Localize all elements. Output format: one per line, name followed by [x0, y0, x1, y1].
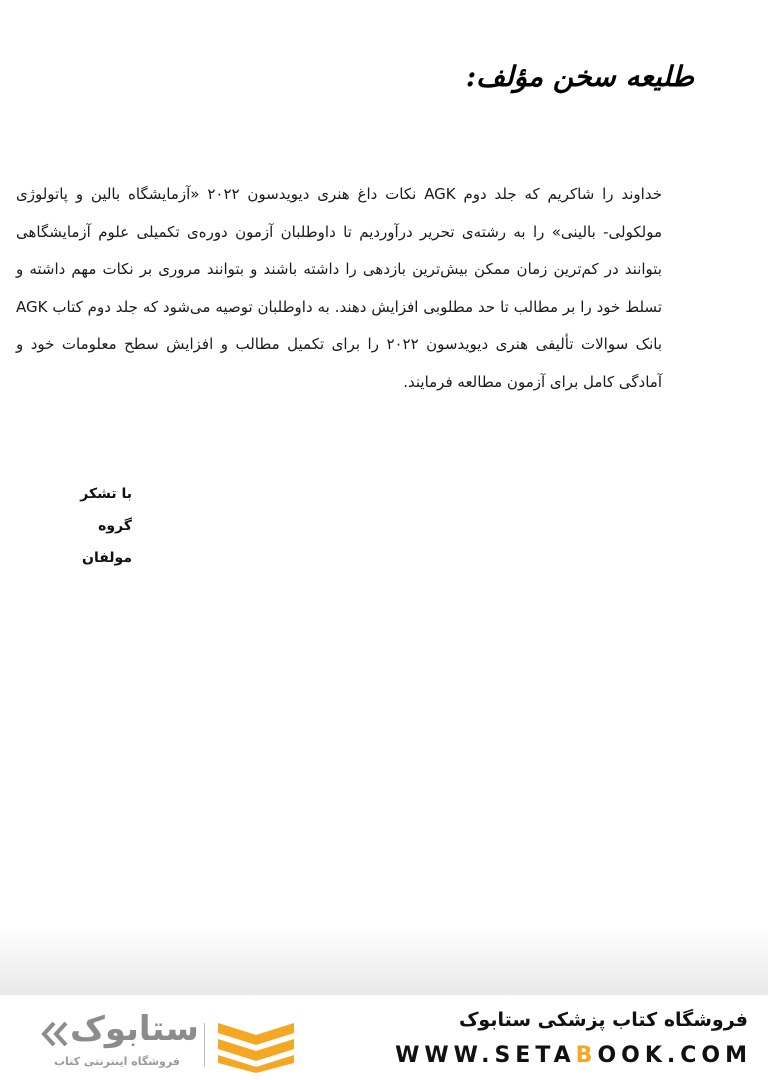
- logo-subtitle: فروشگاه اینترنتی کتاب: [54, 1055, 180, 1068]
- url-highlight: B: [575, 1043, 598, 1068]
- logo-divider: [204, 1023, 205, 1067]
- footer-shadow: [0, 925, 768, 995]
- store-url[interactable]: [395, 1043, 752, 1068]
- url-part-2: OOK.COM: [597, 1043, 752, 1068]
- signoff-authors: گروه مولفان: [82, 518, 132, 566]
- preface-paragraph: خداوند را شاکریم که جلد دوم AGK نکات داغ هنری دیویدسون ۲۰۲۲ «آزمایشگاه بالین و پاتولوژی مولکولی- بالینی» را به رشته‌ی تحریر درآوردیم تا داوطلبان آزمون دوره‌ی تکمیلی علوم آزمایشگاهی بتوانند در کم‌ترین زمان ممکن بیش‌ترین بازدهی را داشته باشند و بتوانند مروری بر نکات مهم داشته و تسلط خود را بر مطالب تا حد مطلوبی افزایش دهند. به داوطلبان توصیه می‌شود که جلد دوم کتاب AGK بانک سوالات تألیفی هنری دیویدسون ۲۰۲۲ را برای تکمیل مطالب و افزایش سطح معلومات خود و آمادگی کامل برای آزمون مطالعه فرمایند.: [16, 185, 662, 391]
- signoff-thanks: با تشکر: [80, 486, 132, 502]
- url-part-1: WWW.SETA: [395, 1043, 576, 1068]
- preface-body: [16, 176, 662, 401]
- signoff: [52, 478, 132, 574]
- footer-banner: [0, 995, 768, 1080]
- logo-wordmark: ستابوک: [70, 1009, 199, 1049]
- store-name: فروشگاه کتاب پزشکی ستابوک: [458, 1009, 748, 1031]
- page-heading: طلیعه سخن مؤلف:: [465, 60, 694, 93]
- logo-arrows-icon: [40, 1019, 70, 1049]
- logo-chevron-stack-icon: [216, 1019, 296, 1073]
- setabook-logo[interactable]: [36, 1009, 298, 1075]
